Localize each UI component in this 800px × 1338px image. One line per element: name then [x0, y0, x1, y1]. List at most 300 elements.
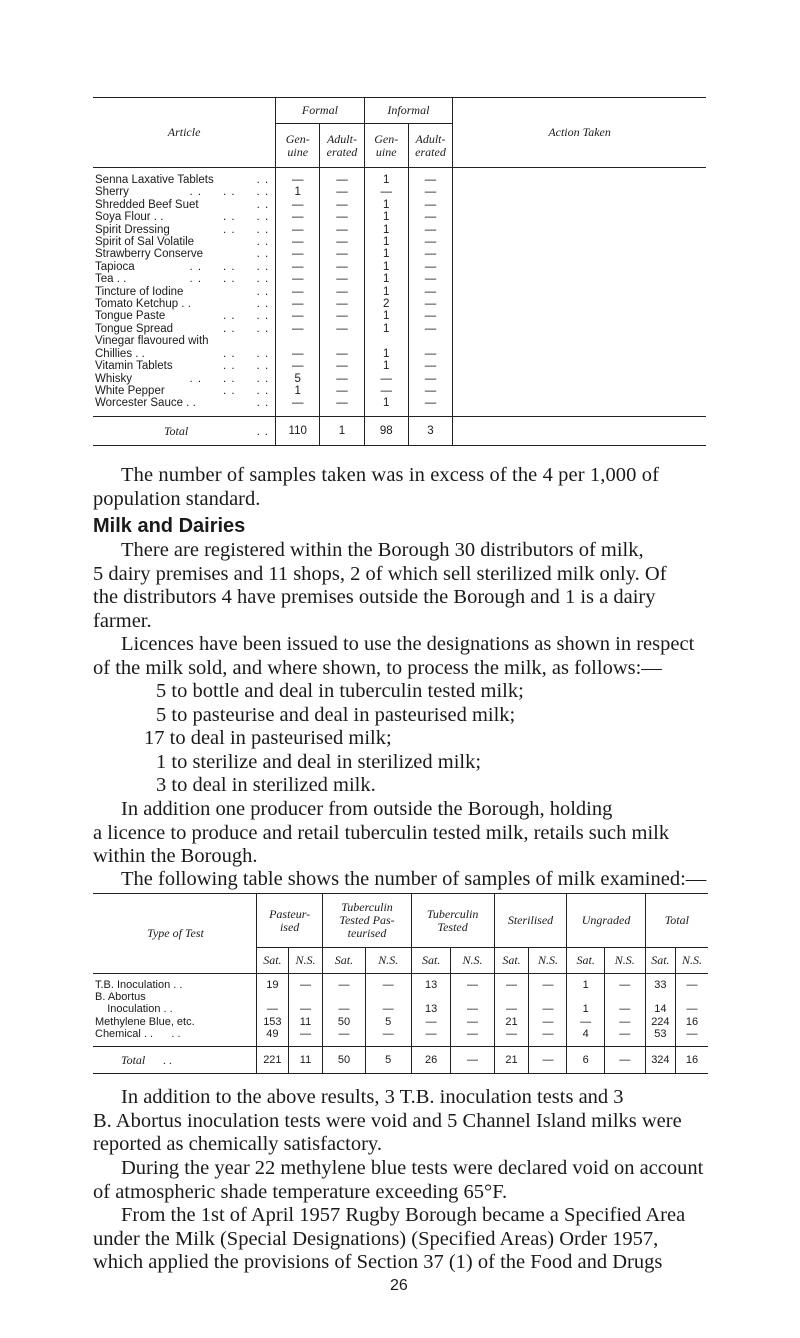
article-name: Senna Laxative Tablets	[95, 174, 214, 186]
table-row	[93, 286, 706, 298]
col-ns-header: N.S.	[604, 948, 645, 974]
value-cell: 49	[257, 1028, 289, 1047]
heading-milk-dairies: Milk and Dairies	[93, 515, 246, 537]
col-tt-header: Tuberculin Tested	[411, 894, 494, 948]
col-ns-header: N.S.	[529, 948, 567, 974]
value-cell-ig: 1	[364, 199, 408, 211]
action-cell	[453, 348, 706, 360]
value-cell-fg: —	[276, 261, 320, 273]
value-cell-fg: 110	[276, 416, 320, 445]
value-cell-fg: 1	[276, 385, 320, 397]
dot-leaders: . . . . . .	[189, 260, 270, 273]
value-cell: —	[567, 1016, 604, 1028]
value-cell-fg: —	[276, 248, 320, 260]
value-cell: —	[529, 974, 567, 992]
article-cell	[93, 261, 276, 273]
value-cell: 11	[288, 1016, 323, 1028]
article-cell	[93, 385, 276, 397]
table-total-row	[93, 1047, 708, 1074]
article-name: White Pepper	[95, 384, 165, 397]
table-row	[93, 186, 706, 198]
para-samples-excess: The number of samples taken was in excess of the 4 per 1,000 of population standard.	[93, 464, 660, 510]
article-cell	[93, 348, 276, 360]
table-row	[93, 310, 706, 322]
col-ns-header: N.S.	[365, 948, 411, 974]
dot-leaders: . . . . . .	[189, 372, 270, 385]
value-cell-ia: —	[408, 186, 452, 198]
article-cell	[93, 323, 276, 335]
col-ungraded-header: Ungraded	[567, 894, 645, 948]
col-sat-header: Sat.	[411, 948, 451, 974]
article-cell	[93, 199, 276, 211]
value-cell-fa: —	[320, 298, 364, 310]
value-cell-ig: —	[364, 373, 408, 385]
value-cell-ia: —	[408, 199, 452, 211]
test-type-cell: Inoculation . .	[95, 1003, 173, 1016]
value-cell-ig: —	[364, 385, 408, 397]
table-row	[93, 168, 706, 187]
value-cell-fa: —	[320, 323, 364, 335]
value-cell-ig: 1	[364, 348, 408, 360]
value-cell-fg	[276, 335, 320, 347]
article-name: Sherry	[95, 186, 129, 199]
table-row	[93, 224, 706, 236]
value-cell-ia: —	[408, 211, 452, 223]
value-cell: —	[451, 974, 494, 992]
dot-leaders: . .	[256, 236, 270, 249]
value-cell-fa: —	[320, 168, 364, 187]
table-row	[93, 248, 706, 260]
dot-leaders: . . . .	[223, 211, 270, 224]
action-cell	[453, 248, 706, 260]
food-samples-table	[93, 97, 706, 446]
article-name: Shredded Beef Suet	[95, 198, 199, 211]
value-cell-fg: —	[276, 360, 320, 372]
action-cell	[453, 168, 706, 187]
value-cell-fa: —	[320, 397, 364, 416]
dot-leaders: . .	[256, 248, 270, 261]
value-cell	[288, 991, 323, 1003]
col-article-header: Article	[93, 98, 276, 168]
value-cell	[529, 991, 567, 1003]
value-cell: 221	[257, 1047, 289, 1074]
value-cell: —	[494, 1028, 529, 1047]
col-formal-adulterated-header: Adult- erated	[320, 124, 364, 168]
col-sat-header: Sat.	[494, 948, 529, 974]
value-cell: —	[604, 1028, 645, 1047]
action-cell	[453, 224, 706, 236]
value-cell-ig: 1	[364, 397, 408, 416]
article-name: Vitamin Tablets	[95, 360, 173, 373]
table-row	[93, 335, 706, 347]
value-cell-fg: —	[276, 168, 320, 187]
licence-item: 5 to pasteurise and deal in pasteurised milk;	[156, 703, 516, 726]
article-name: Tomato Ketchup . .	[95, 298, 191, 311]
value-cell: —	[323, 1028, 365, 1047]
table-row	[93, 373, 706, 385]
value-cell-ia: —	[408, 360, 452, 372]
value-cell-ig: 1	[364, 323, 408, 335]
licences-list	[144, 680, 524, 798]
value-cell: —	[257, 1003, 289, 1015]
value-cell: 33	[645, 974, 675, 992]
value-cell-fa: —	[320, 310, 364, 322]
test-type-cell: Total . .	[93, 1047, 257, 1074]
value-cell: 11	[288, 1047, 323, 1074]
article-name: Tea . .	[95, 273, 127, 286]
value-cell: —	[676, 1003, 708, 1015]
article-name: Spirit Dressing	[95, 223, 170, 236]
col-total-header: Total	[645, 894, 708, 948]
value-cell-fg: —	[276, 199, 320, 211]
value-cell-fa: —	[320, 360, 364, 372]
value-cell-fa: 1	[320, 416, 364, 445]
value-cell: —	[323, 974, 365, 992]
col-formal-genuine-header: Gen- uine	[276, 124, 320, 168]
article-cell	[93, 224, 276, 236]
action-cell	[453, 335, 706, 347]
value-cell: 13	[411, 974, 451, 992]
dot-leaders: . . . .	[223, 310, 270, 323]
value-cell: —	[529, 1016, 567, 1028]
col-type-header: Type of Test	[93, 894, 257, 974]
value-cell-fg: —	[276, 323, 320, 335]
col-sat-header: Sat.	[323, 948, 365, 974]
value-cell-ig: 1	[364, 236, 408, 248]
value-cell-ia: —	[408, 373, 452, 385]
value-cell-ia: —	[408, 348, 452, 360]
value-cell: 324	[645, 1047, 675, 1074]
dot-leaders: . . . .	[223, 384, 270, 397]
article-name: Tongue Paste	[95, 310, 166, 323]
article-name: Soya Flour . .	[95, 211, 164, 224]
table-row	[93, 991, 708, 1003]
action-cell	[453, 236, 706, 248]
value-cell: —	[494, 974, 529, 992]
value-cell-ia: —	[408, 298, 452, 310]
value-cell-ia: —	[408, 236, 452, 248]
value-cell-ia: —	[408, 224, 452, 236]
value-cell-fg: —	[276, 224, 320, 236]
table-row	[93, 323, 706, 335]
value-cell: —	[365, 974, 411, 992]
value-cell-fa: —	[320, 286, 364, 298]
value-cell: —	[604, 1003, 645, 1015]
value-cell-fa: —	[320, 261, 364, 273]
table-row	[93, 261, 706, 273]
value-cell: —	[411, 1016, 451, 1028]
value-cell: 224	[645, 1016, 675, 1028]
value-cell-fa: —	[320, 186, 364, 198]
value-cell	[411, 991, 451, 1003]
article-name: Chillies . .	[95, 347, 145, 360]
action-cell	[453, 310, 706, 322]
value-cell-fa: —	[320, 248, 364, 260]
value-cell: —	[451, 1016, 494, 1028]
value-cell: —	[365, 1003, 411, 1015]
col-pasteurised-header: Pasteur- ised	[257, 894, 323, 948]
value-cell-ig: 1	[364, 261, 408, 273]
article-cell	[93, 335, 276, 347]
value-cell-ia: —	[408, 385, 452, 397]
value-cell	[604, 991, 645, 1003]
value-cell-ig: 1	[364, 224, 408, 236]
value-cell-ig: 1	[364, 168, 408, 187]
action-cell	[453, 261, 706, 273]
value-cell-fa: —	[320, 236, 364, 248]
article-cell	[93, 298, 276, 310]
dot-leaders: . . . .	[223, 360, 270, 373]
col-action-header: Action Taken	[453, 98, 706, 168]
licence-item: 1 to sterilize and deal in sterilized milk;	[156, 750, 482, 773]
value-cell-fg: —	[276, 298, 320, 310]
article-cell	[93, 248, 276, 260]
value-cell	[257, 991, 289, 1003]
table-row	[93, 348, 706, 360]
value-cell-fg: —	[276, 397, 320, 416]
value-cell-fg: —	[276, 286, 320, 298]
value-cell: —	[604, 1016, 645, 1028]
value-cell	[451, 991, 494, 1003]
article-name: Tongue Spread	[95, 322, 174, 335]
test-type-cell: B. Abortus	[95, 991, 146, 1004]
action-cell	[453, 397, 706, 416]
article-cell	[93, 286, 276, 298]
dot-leaders: . .	[257, 423, 270, 438]
value-cell-ig: 1	[364, 360, 408, 372]
value-cell: 21	[494, 1016, 529, 1028]
article-cell	[93, 186, 276, 198]
value-cell: 5	[365, 1047, 411, 1074]
value-cell: 53	[645, 1028, 675, 1047]
value-cell: —	[365, 1028, 411, 1047]
col-formal-header: Formal	[276, 98, 365, 124]
value-cell-ig: 1	[364, 286, 408, 298]
table-row	[93, 298, 706, 310]
table-row	[93, 385, 706, 397]
table-row	[93, 1016, 708, 1028]
col-ns-header: N.S.	[288, 948, 323, 974]
value-cell-ia: —	[408, 323, 452, 335]
table-row	[93, 360, 706, 372]
value-cell: 1	[567, 1003, 604, 1015]
value-cell-ig	[364, 335, 408, 347]
article-name: Vinegar flavoured with	[95, 335, 209, 348]
value-cell: 6	[567, 1047, 604, 1074]
col-ns-header: N.S.	[451, 948, 494, 974]
col-sat-header: Sat.	[567, 948, 604, 974]
page-number: 26	[390, 1277, 408, 1294]
value-cell: 1	[567, 974, 604, 992]
action-cell	[453, 186, 706, 198]
value-cell: 16	[676, 1047, 708, 1074]
value-cell-ig: 1	[364, 273, 408, 285]
value-cell: 26	[411, 1047, 451, 1074]
value-cell-ia: 3	[408, 416, 452, 445]
col-informal-adulterated-header: Adult- erated	[408, 124, 452, 168]
article-name: Total	[163, 423, 189, 438]
value-cell-fg: —	[276, 348, 320, 360]
value-cell-fa: —	[320, 224, 364, 236]
value-cell: —	[288, 974, 323, 992]
article-name: Tincture of Iodine	[95, 285, 184, 298]
col-ns-header: N.S.	[676, 948, 708, 974]
value-cell-fa: —	[320, 373, 364, 385]
article-name: Spirit of Sal Volatile	[95, 236, 195, 249]
value-cell: —	[288, 1003, 323, 1015]
dot-leaders: . .	[256, 397, 270, 410]
article-name: Worcester Sauce . .	[95, 397, 196, 410]
value-cell-ig: 1	[364, 211, 408, 223]
article-cell	[93, 211, 276, 223]
dot-leaders: . . . .	[223, 223, 270, 236]
value-cell: 21	[494, 1047, 529, 1074]
value-cell-fg: 1	[276, 186, 320, 198]
value-cell-fg: 5	[276, 373, 320, 385]
value-cell: —	[676, 974, 708, 992]
value-cell: —	[323, 1003, 365, 1015]
article-cell	[93, 360, 276, 372]
dot-leaders: . . . . . .	[189, 186, 270, 199]
action-cell	[453, 416, 706, 445]
value-cell: —	[288, 1028, 323, 1047]
licence-item: 3 to deal in sterilized milk.	[156, 774, 376, 796]
licence-item: 17 to deal in pasteurised milk;	[144, 727, 392, 749]
value-cell-ia: —	[408, 273, 452, 285]
table-row	[93, 397, 706, 416]
table-row	[93, 236, 706, 248]
test-type-cell: Methylene Blue, etc.	[95, 1015, 195, 1028]
value-cell: 50	[323, 1016, 365, 1028]
value-cell: 4	[567, 1028, 604, 1047]
value-cell: —	[529, 1047, 567, 1074]
value-cell	[567, 991, 604, 1003]
dot-leaders: . . . .	[223, 347, 270, 360]
value-cell: —	[604, 1047, 645, 1074]
value-cell-fa: —	[320, 273, 364, 285]
para-specified-area: From the 1st of April 1957 Rugby Borough became a Specified Area under the Milk (Special Designations) (Specified Areas) Order 1957, which applied the provisions of Section 37 (1) of the Food and Drugs	[93, 1204, 686, 1273]
value-cell	[645, 991, 675, 1003]
action-cell	[453, 199, 706, 211]
value-cell-fa: —	[320, 385, 364, 397]
article-cell	[93, 310, 276, 322]
action-cell	[453, 373, 706, 385]
value-cell-fg: —	[276, 211, 320, 223]
value-cell: —	[451, 1028, 494, 1047]
article-cell	[93, 416, 276, 445]
licence-item: 5 to bottle and deal in tuberculin tested milk;	[156, 680, 524, 702]
table-row	[93, 211, 706, 223]
dot-leaders: . .	[256, 198, 270, 211]
value-cell: 14	[645, 1003, 675, 1015]
table-row	[93, 1028, 708, 1047]
value-cell-fg: —	[276, 273, 320, 285]
value-cell-ia	[408, 335, 452, 347]
col-sat-header: Sat.	[257, 948, 289, 974]
col-informal-header: Informal	[364, 98, 453, 124]
value-cell-ia: —	[408, 168, 452, 187]
value-cell: —	[451, 1003, 494, 1015]
para-registered: There are registered within the Borough 30 distributors of milk, 5 dairy premises and 11 shops, 2 of which sell sterilized milk only. Of the distributors 4 have premises outside the Borough and 1 is a dairy farmer.	[93, 539, 667, 632]
value-cell: 13	[411, 1003, 451, 1015]
milk-samples-table	[93, 893, 708, 1074]
value-cell-ia: —	[408, 248, 452, 260]
value-cell: —	[676, 1028, 708, 1047]
dot-leaders: . . . .	[223, 322, 270, 335]
test-type-cell: T.B. Inoculation . .	[95, 979, 183, 991]
value-cell: —	[529, 1003, 567, 1015]
action-cell	[453, 323, 706, 335]
action-cell	[453, 273, 706, 285]
article-cell	[93, 168, 276, 187]
para-following-table: The following table shows the number of samples of milk examined:—	[121, 868, 707, 890]
col-sterilised-header: Sterilised	[494, 894, 567, 948]
col-tt-pasteurised-header: Tuberculin Tested Pas- teurised	[323, 894, 412, 948]
action-cell	[453, 298, 706, 310]
article-cell	[93, 373, 276, 385]
test-type-cell: Chemical . . . .	[95, 1027, 181, 1040]
dot-leaders: . .	[256, 174, 270, 186]
value-cell: —	[529, 1028, 567, 1047]
para-methylene: During the year 22 methylene blue tests were declared void on account of atmospheric shade temperature exceeding 65°F.	[93, 1157, 704, 1203]
col-informal-genuine-header: Gen- uine	[364, 124, 408, 168]
table-row	[93, 273, 706, 285]
action-cell	[453, 385, 706, 397]
value-cell-fg: —	[276, 310, 320, 322]
para-licences: Licences have been issued to use the designations as shown in respect of the milk sold, and where shown, to process the milk, as follows:—	[93, 633, 695, 679]
action-cell	[453, 211, 706, 223]
value-cell: —	[494, 1003, 529, 1015]
value-cell: —	[411, 1028, 451, 1047]
value-cell-ig: 1	[364, 310, 408, 322]
article-name: Tapioca	[95, 260, 135, 273]
para-producer-text: In addition one producer from outside the Borough, holding a licence to produce and retail tuberculin tested milk, retails such milk within the Borough.	[93, 798, 670, 867]
value-cell: 19	[257, 974, 289, 992]
article-name: Whisky	[95, 372, 133, 385]
value-cell-ig: 98	[364, 416, 408, 445]
value-cell: 50	[323, 1047, 365, 1074]
table-row	[93, 199, 706, 211]
value-cell-fa: —	[320, 199, 364, 211]
action-cell	[453, 286, 706, 298]
value-cell-fa: —	[320, 348, 364, 360]
article-name: Strawberry Conserve	[95, 248, 204, 261]
value-cell: 153	[257, 1016, 289, 1028]
value-cell-ia: —	[408, 310, 452, 322]
value-cell: —	[604, 974, 645, 992]
table-total-row	[93, 416, 706, 445]
col-sat-header: Sat.	[645, 948, 675, 974]
dot-leaders: . .	[256, 298, 270, 311]
dot-leaders: . .	[256, 285, 270, 298]
value-cell-fg: —	[276, 236, 320, 248]
value-cell-ia: —	[408, 286, 452, 298]
value-cell: —	[451, 1047, 494, 1074]
value-cell-ig: 2	[364, 298, 408, 310]
value-cell: 16	[676, 1016, 708, 1028]
value-cell-fa: —	[320, 211, 364, 223]
article-cell	[93, 397, 276, 416]
para-void-tests: In addition to the above results, 3 T.B. inoculation tests and 3 B. Abortus inoculation tests were void and 5 Channel Island milks were reported as chemically satisfactory.	[93, 1086, 682, 1155]
value-cell-ig: —	[364, 186, 408, 198]
action-cell	[453, 360, 706, 372]
value-cell-fa	[320, 335, 364, 347]
value-cell-ia: —	[408, 261, 452, 273]
value-cell-ig: 1	[364, 248, 408, 260]
article-cell	[93, 273, 276, 285]
value-cell: 5	[365, 1016, 411, 1028]
dot-leaders: . . . . . .	[189, 273, 270, 286]
